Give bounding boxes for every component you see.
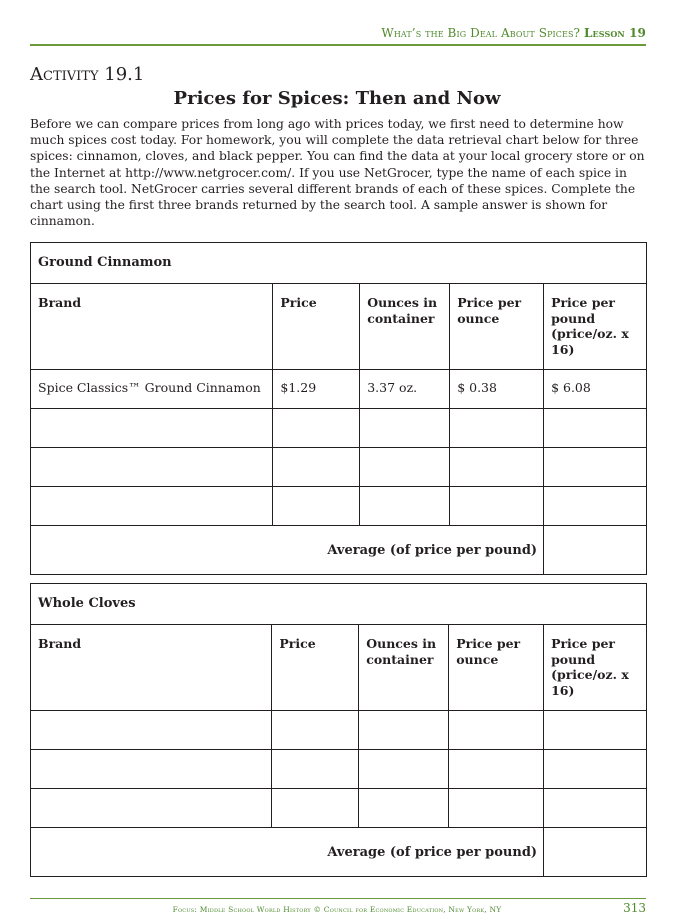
table-cell[interactable] xyxy=(449,750,544,789)
table-cell[interactable] xyxy=(544,487,647,526)
column-header-brand: Brand xyxy=(31,284,273,370)
table-cell[interactable] xyxy=(273,448,360,487)
table-row xyxy=(31,448,647,487)
table-cell[interactable] xyxy=(359,711,449,750)
table-caption: Ground Cinnamon xyxy=(31,243,647,284)
table-cell[interactable] xyxy=(450,487,544,526)
table-cell: Spice Classics™ Ground Cinnamon xyxy=(31,370,273,409)
table-cell[interactable] xyxy=(450,448,544,487)
column-header-ounces: Ounces in container xyxy=(359,625,449,711)
average-row xyxy=(31,526,647,575)
column-header-price-per-ounce: Price per ounce xyxy=(450,284,544,370)
table-cell[interactable] xyxy=(273,487,360,526)
footer-divider xyxy=(30,898,646,899)
column-header-price-per-pound: Price per pound (price/oz. x 16) xyxy=(544,625,647,711)
table-row xyxy=(31,370,647,409)
table-cell: $ 0.38 xyxy=(450,370,544,409)
table-cell: $1.29 xyxy=(273,370,360,409)
table-caption: Whole Cloves xyxy=(31,584,647,625)
column-header-price-per-pound: Price per pound (price/oz. x 16) xyxy=(544,284,647,370)
column-header-price: Price xyxy=(273,284,360,370)
column-header-price-per-ounce: Price per ounce xyxy=(449,625,544,711)
table-cell[interactable] xyxy=(360,448,450,487)
activity-label: Activity 19.1 xyxy=(30,64,145,85)
average-label: Average (of price per pound) xyxy=(31,526,544,575)
table-cell[interactable] xyxy=(544,711,647,750)
table-cell[interactable] xyxy=(544,750,647,789)
footer-credit: Focus: Middle School World History © Council for Economic Education, New York, NY xyxy=(172,905,502,914)
cloves-table xyxy=(30,583,647,877)
table-cell[interactable] xyxy=(31,750,272,789)
table-cell[interactable] xyxy=(449,711,544,750)
average-value-cell[interactable] xyxy=(544,526,647,575)
table-cell[interactable] xyxy=(450,409,544,448)
table-cell[interactable] xyxy=(359,789,449,828)
table-cell[interactable] xyxy=(449,789,544,828)
header-book-title: What’s the Big Deal About Spices? xyxy=(381,26,581,40)
table-cell[interactable] xyxy=(544,448,647,487)
header-divider xyxy=(30,44,646,46)
table-row xyxy=(31,750,647,789)
table-cell[interactable] xyxy=(544,409,647,448)
table-cell[interactable] xyxy=(31,711,272,750)
table-cell[interactable] xyxy=(272,750,359,789)
header-lesson: Lesson 19 xyxy=(584,26,646,40)
average-value-cell[interactable] xyxy=(544,828,647,877)
page-title: Prices for Spices: Then and Now xyxy=(173,88,501,109)
table-cell[interactable] xyxy=(272,789,359,828)
table-cell[interactable] xyxy=(31,409,273,448)
table-cell[interactable] xyxy=(31,789,272,828)
running-header xyxy=(381,26,646,40)
cinnamon-table xyxy=(30,242,647,575)
table-row xyxy=(31,789,647,828)
table-cell: $ 6.08 xyxy=(544,370,647,409)
table-cell[interactable] xyxy=(31,487,273,526)
table-cell[interactable] xyxy=(360,409,450,448)
table-row xyxy=(31,409,647,448)
table-cell[interactable] xyxy=(273,409,360,448)
table-cell[interactable] xyxy=(31,448,273,487)
column-header-price: Price xyxy=(272,625,359,711)
table-cell[interactable] xyxy=(272,711,359,750)
intro-paragraph: Before we can compare prices from long ago with prices today, we first need to determine how much spices cost today. For homework, you will complete the data retrieval chart below for three spices: cinnamon, cloves, and black pepper. You can find the data at your local grocery store or on the Internet at http://www.netgrocer.com/. If you use NetGrocer, type the name of each spice in the search tool. NetGrocer carries several different brands of each of these spices. Complete the chart using the first three brands returned by the search tool. A sample answer is shown for cinnamon. xyxy=(30,117,645,229)
table-cell[interactable] xyxy=(360,487,450,526)
table-cell: 3.37 oz. xyxy=(360,370,450,409)
table-row xyxy=(31,711,647,750)
table-cell[interactable] xyxy=(359,750,449,789)
column-header-ounces: Ounces in container xyxy=(360,284,450,370)
page-number: 313 xyxy=(623,901,646,915)
average-row xyxy=(31,828,647,877)
average-label: Average (of price per pound) xyxy=(31,828,544,877)
table-cell[interactable] xyxy=(544,789,647,828)
table-row xyxy=(31,487,647,526)
column-header-brand: Brand xyxy=(31,625,272,711)
